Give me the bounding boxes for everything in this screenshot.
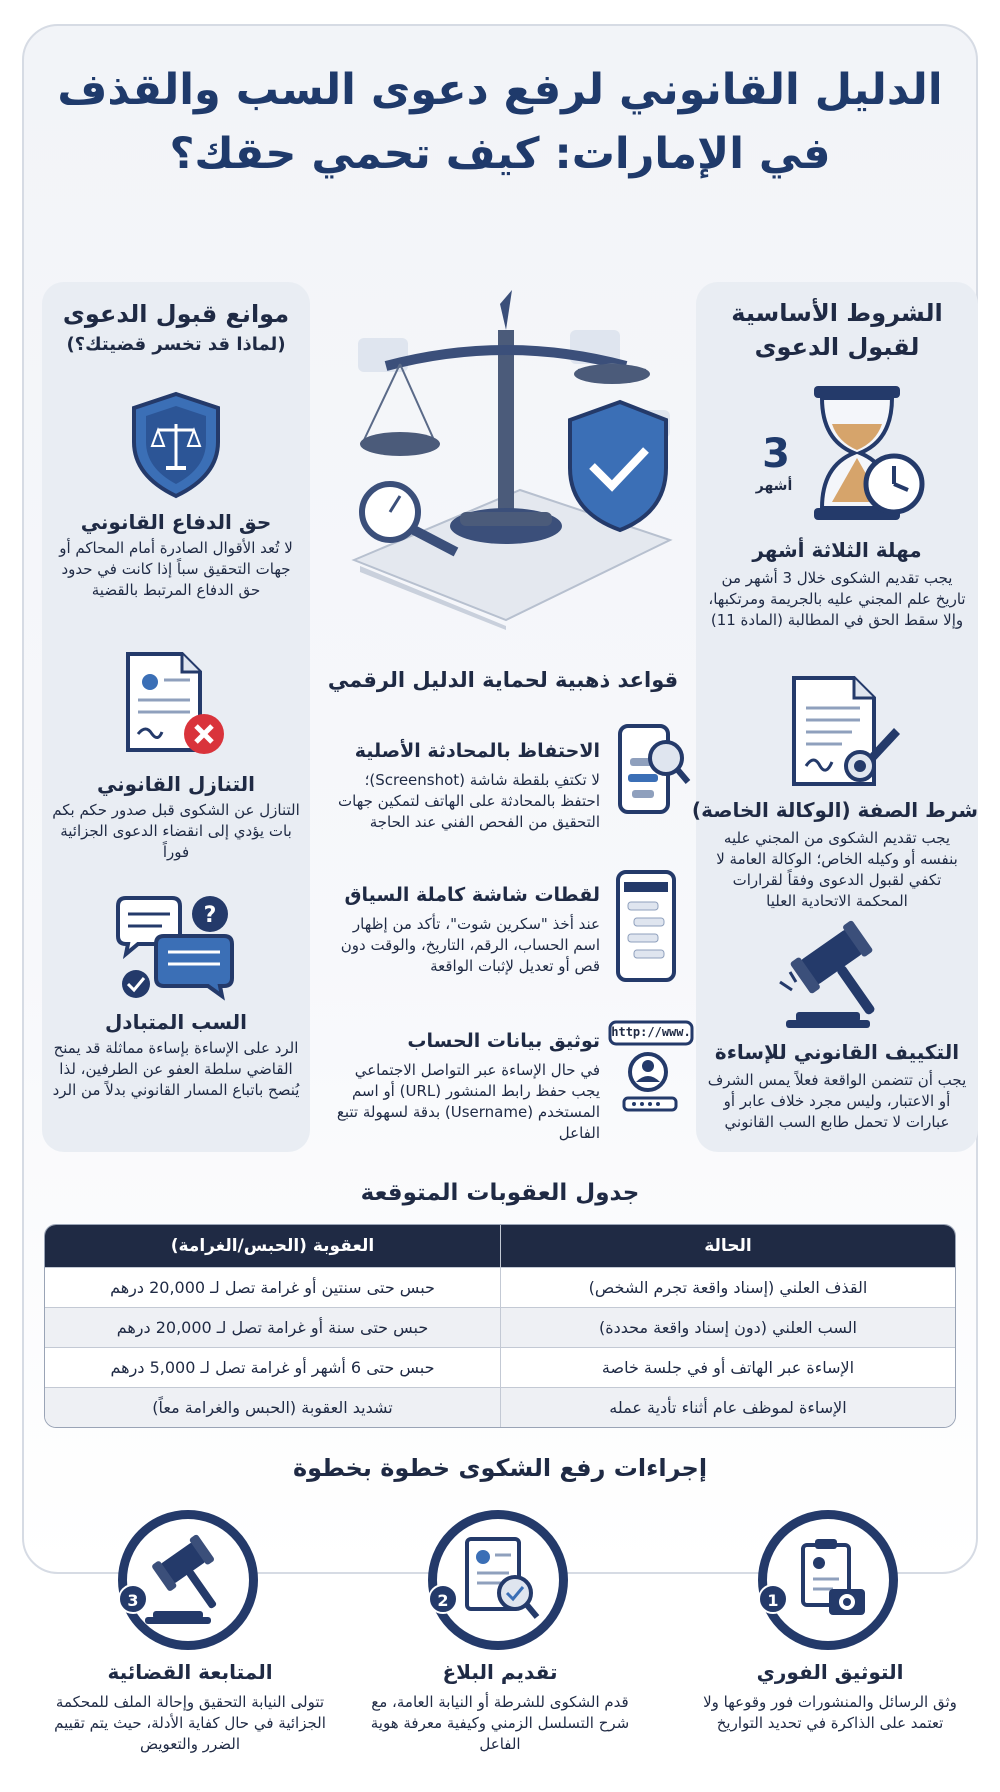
step-3-circle <box>118 1510 258 1650</box>
step-2 <box>350 1500 650 1792</box>
table-cell-case: القذف العلني (إسناد واقعة تجرم الشخص) <box>500 1267 955 1307</box>
shield-scales-icon <box>126 390 226 500</box>
obstacles-title: موانع قبول الدعوى <box>62 300 290 328</box>
steps-title: إجراءات رفع الشكوى خطوة بخطوة <box>292 1454 708 1482</box>
table-row <box>45 1387 955 1427</box>
step-1-circle <box>758 1510 898 1650</box>
condition-title-capacity: شرط الصفة (الوكالة الخاصة) <box>691 798 978 822</box>
condition-text-characterization: يجب أن تتضمن الواقعة فعلاً يمس الشرف أو الاعتبار، وليس مجرد خلاف عابر أو عبارات لا تحمل طابع السب القانوني <box>707 1071 967 1131</box>
svg-text:?: ? <box>203 903 217 928</box>
table-header-penalty: العقوبة (الحبس/الغرامة) <box>45 1225 500 1267</box>
report-magnifier-icon <box>437 1519 559 1641</box>
page-title-line1: الدليل القانوني لرفع دعوى السب والقذف <box>57 65 943 115</box>
obstacle-title-defense: حق الدفاع القانوني <box>80 510 272 534</box>
url-label: http://www. <box>611 1025 691 1039</box>
rule-title-full-context: لقطات شاشة كاملة السياق <box>344 884 600 906</box>
gavel-icon <box>127 1519 249 1641</box>
page-title-line2: في الإمارات: كيف تحمي حقك؟ <box>169 129 831 179</box>
table-row <box>45 1307 955 1347</box>
table-cell-case: الإساءة لموظف عام أثناء تأدية عمله <box>500 1387 955 1427</box>
document-seal-pen-icon <box>782 672 902 792</box>
step-3-title: المتابعة القضائية <box>107 1660 273 1684</box>
rule-text-full-context: عند أخذ "سكرين شوت"، تأكد من إظهار اسم الحساب، الرقم، التاريخ، والوقت دون قص أو تعديل لإثبات الواقعة <box>340 915 600 975</box>
phone-chat-icon <box>612 868 684 986</box>
rule-title-account-data: توثيق بيانات الحساب <box>407 1030 600 1052</box>
rule-text-original-chat: لا تكتفِ بلقطة شاشة (Screenshot)؛ احتفظ بالمحادثة على الهاتف لتمكين جهات التحقيق من الفحص الفني عند الحاجة <box>338 771 600 831</box>
obstacle-title-waiver: التنازل القانوني <box>96 772 256 796</box>
step-2-title: تقديم البلاغ <box>442 1660 558 1684</box>
rule-text-account-data: في حال الإساءة عبر التواصل الاجتماعي يجب حفظ رابط المنشور (URL) أو اسم المستخدم (Username) بدقة لسهولة تتبع الفاعل <box>336 1061 600 1142</box>
conditions-panel <box>691 282 978 1152</box>
table-cell-case: الإساءة عبر الهاتف أو في جلسة خاصة <box>500 1347 955 1387</box>
conditions-title-line1: الشروط الأساسية <box>731 299 943 327</box>
condition-title-characterization: التكييف القانوني للإساءة <box>714 1040 960 1064</box>
obstacle-text-waiver: التنازل عن الشكوى قبل صدور حكم بكم بات يؤدي إلى انقضاء الدعوى الجزائية فوراً <box>52 801 300 861</box>
gavel-icon <box>776 920 906 1030</box>
obstacle-title-mutual: السب المتبادل <box>104 1010 248 1034</box>
table-header-case: الحالة <box>500 1225 955 1267</box>
scales-justice-illustration <box>330 290 680 630</box>
step-3 <box>40 1500 340 1792</box>
rule-title-original-chat: الاحتفاظ بالمحادثة الأصلية <box>354 740 600 762</box>
chat-bubbles-icon <box>114 892 238 1002</box>
table-row <box>45 1267 955 1307</box>
digital-rules-title: قواعد ذهبية لحماية الدليل الرقمي <box>327 668 679 692</box>
table-cell-penalty: حبس حتى 6 أشهر أو غرامة تصل لـ 5,000 درهم <box>45 1347 500 1387</box>
three-months-badge-number: 3 <box>762 431 790 477</box>
table-cell-penalty: تشديد العقوبة (الحبس والغرامة معاً) <box>45 1387 500 1427</box>
step-3-number: 3 <box>118 1584 148 1614</box>
obstacle-text-mutual: الرد على الإساءة بإساءة مماثلة قد يمنح القاضي سلطة العفو عن الطرفين، لذا يُنصح باتباع المسار القانوني بدلاً من الرد <box>52 1039 300 1099</box>
table-header-row <box>45 1225 955 1267</box>
document-cancel-icon <box>120 650 230 760</box>
step-2-number: 2 <box>428 1584 458 1614</box>
condition-title-deadline: مهلة الثلاثة أشهر <box>752 538 922 562</box>
step-1-title: التوثيق الفوري <box>756 1660 904 1684</box>
step-2-circle <box>428 1510 568 1650</box>
step-1-number: 1 <box>758 1584 788 1614</box>
page-title <box>40 58 960 186</box>
step-3-text: تتولى النيابة التحقيق وإحالة الملف للمحكمة الجزائية في حال كفاية الأدلة، حيث يتم تقييم الضرر والتعويض <box>54 1693 326 1753</box>
obstacle-text-defense: لا تُعد الأقوال الصادرة أمام المحاكم أو جهات التحقيق سباً إذا كانت في حدود حق الدفاع المرتبط بالقضية <box>59 539 293 599</box>
obstacles-panel <box>42 282 310 1152</box>
table-row <box>45 1347 955 1387</box>
condition-text-deadline: يجب تقديم الشكوى خلال 3 أشهر من تاريخ علم المجني عليه بالجريمة ومرتكبها، وإلا سقط الحق في المطالبة (المادة 11) <box>708 569 966 629</box>
table-cell-penalty: حبس حتى سنتين أو غرامة تصل لـ 20,000 درهم <box>45 1267 500 1307</box>
step-1-text: وثق الرسائل والمنشورات فور وقوعها ولا تعتمد على الذاكرة في تحديد التواريخ <box>703 1693 957 1732</box>
clipboard-camera-icon <box>767 1519 889 1641</box>
step-1 <box>680 1500 980 1792</box>
table-cell-penalty: حبس حتى سنة أو غرامة تصل لـ 20,000 درهم <box>45 1307 500 1347</box>
table-cell-case: السب العلني (دون إسناد واقعة محددة) <box>500 1307 955 1347</box>
penalties-table <box>44 1224 956 1428</box>
condition-text-capacity: يجب تقديم الشكوى من المجني عليه بنفسه أو وكيله الخاص؛ الوكالة العامة لا تكفي لقبول الدعوى وفقاً لقرارات المحكمة الاتحادية العليا <box>716 829 958 910</box>
conditions-title-line2: لقبول الدعوى <box>754 333 920 361</box>
three-months-badge-unit: أشهر <box>755 478 793 494</box>
conditions-title <box>696 296 978 364</box>
obstacles-subtitle: (لماذا قد تخسر قضيتك؟) <box>66 334 286 355</box>
penalties-title: جدول العقوبات المتوقعة <box>360 1180 640 1206</box>
step-2-text: قدم الشكوى للشرطة أو النيابة العامة، مع شرح التسلسل الزمني وكيفية معرفة هوية الفاعل <box>370 1693 630 1753</box>
phone-magnifier-icon <box>614 722 692 818</box>
